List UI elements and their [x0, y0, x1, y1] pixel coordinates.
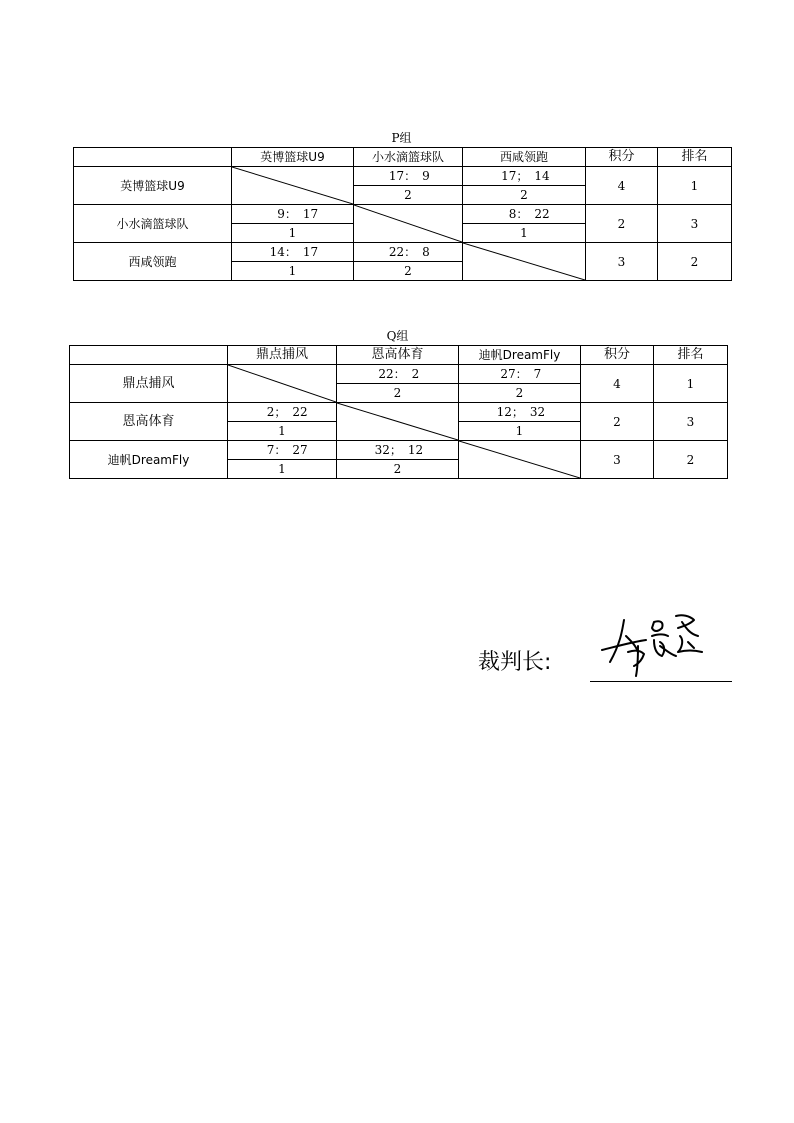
match-points: 1	[232, 224, 354, 243]
corner-cell	[74, 148, 232, 167]
match-points: 1	[459, 422, 581, 441]
self-match-cell	[463, 243, 586, 281]
total-points: 3	[586, 243, 658, 281]
row-team-name: 西咸领跑	[74, 243, 232, 281]
group-p-title: P组	[391, 131, 412, 145]
col-header-points: 积分	[586, 148, 658, 167]
match-score: 14： 17	[232, 243, 354, 262]
group-q-table	[69, 345, 728, 479]
match-points: 2	[459, 384, 581, 403]
match-points: 1	[228, 422, 337, 441]
self-match-cell	[459, 441, 581, 479]
match-points: 1	[232, 262, 354, 281]
match-points: 2	[354, 262, 463, 281]
rank-value: 3	[658, 205, 732, 243]
match-score: 27： 7	[459, 365, 581, 384]
group-q-title: Q组	[386, 329, 409, 343]
match-points: 2	[337, 384, 459, 403]
self-match-cell	[337, 403, 459, 441]
match-score: 12； 32	[459, 403, 581, 422]
col-header-team: 西咸领跑	[463, 148, 586, 167]
self-match-cell	[232, 167, 354, 205]
row-team-name: 恩高体育	[70, 403, 228, 441]
row-team-name: 小水滴篮球队	[74, 205, 232, 243]
col-header-team: 鼎点捕风	[228, 346, 337, 365]
group-p-table	[73, 147, 732, 281]
referee-signature	[598, 606, 716, 678]
match-points: 2	[354, 186, 463, 205]
col-header-team: 小水滴篮球队	[354, 148, 463, 167]
total-points: 4	[581, 365, 654, 403]
col-header-team: 迪帆DreamFly	[459, 346, 581, 365]
match-score: 2； 22	[228, 403, 337, 422]
match-points: 2	[337, 460, 459, 479]
match-points: 2	[463, 186, 586, 205]
col-header-points: 积分	[581, 346, 654, 365]
total-points: 2	[586, 205, 658, 243]
col-header-rank: 排名	[654, 346, 728, 365]
header-row	[70, 346, 728, 365]
rank-value: 3	[654, 403, 728, 441]
row-team-name: 鼎点捕风	[70, 365, 228, 403]
match-score: 17： 9	[354, 167, 463, 186]
corner-cell	[70, 346, 228, 365]
match-score: 22： 8	[354, 243, 463, 262]
col-header-team: 恩高体育	[337, 346, 459, 365]
total-points: 2	[581, 403, 654, 441]
match-points: 1	[463, 224, 586, 243]
self-match-cell	[354, 205, 463, 243]
referee-label: 裁判长:	[478, 650, 552, 675]
match-score: 17； 14	[463, 167, 586, 186]
rank-value: 2	[658, 243, 732, 281]
match-score: 8： 22	[463, 205, 586, 224]
col-header-team: 英博篮球U9	[232, 148, 354, 167]
col-header-rank: 排名	[658, 148, 732, 167]
match-score: 7： 27	[228, 441, 337, 460]
match-score: 9： 17	[232, 205, 354, 224]
self-match-cell	[228, 365, 337, 403]
total-points: 4	[586, 167, 658, 205]
rank-value: 1	[654, 365, 728, 403]
rank-value: 1	[658, 167, 732, 205]
total-points: 3	[581, 441, 654, 479]
rank-value: 2	[654, 441, 728, 479]
signature-line	[590, 681, 732, 682]
match-points: 1	[228, 460, 337, 479]
row-team-name: 迪帆DreamFly	[70, 441, 228, 479]
header-row	[74, 148, 732, 167]
match-score: 32； 12	[337, 441, 459, 460]
match-score: 22： 2	[337, 365, 459, 384]
row-team-name: 英博篮球U9	[74, 167, 232, 205]
